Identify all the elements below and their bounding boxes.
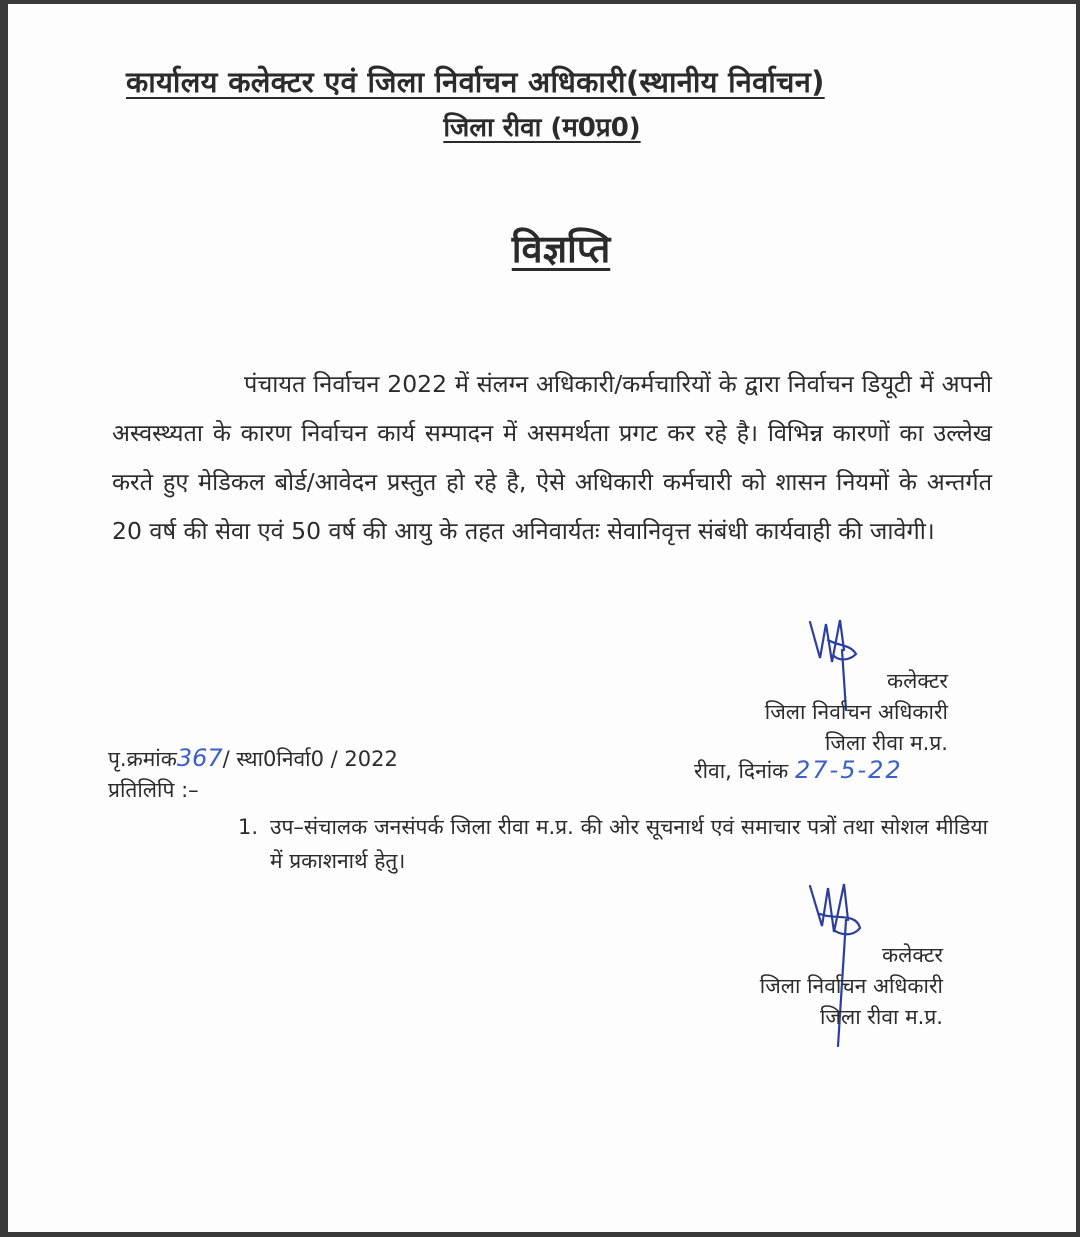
signature-block-1 bbox=[648, 666, 948, 759]
signature-block-2 bbox=[638, 940, 943, 1033]
district-heading: जिला रीवा (म0प्र0) bbox=[443, 113, 641, 143]
reference-number bbox=[108, 744, 398, 773]
notice-title: विज्ञप्ति bbox=[511, 227, 611, 271]
handwritten-date: 27-5-22 bbox=[795, 756, 903, 784]
signatory-role: जिला निर्वाचन अधिकारी bbox=[764, 700, 948, 724]
date-label: रीवा, दिनांक bbox=[694, 759, 789, 783]
document-page bbox=[8, 4, 1076, 1232]
copy-list-item bbox=[238, 810, 988, 878]
copy-item-number: 1. bbox=[238, 815, 259, 839]
signatory-district: जिला रीवा म.प्र. bbox=[819, 1005, 943, 1029]
reference-suffix: / स्था0निर्वा0 / 2022 bbox=[222, 747, 398, 771]
date-line bbox=[694, 756, 903, 785]
signatory-designation: कलेक्टर bbox=[887, 669, 948, 693]
copy-label: प्रतिलिपि :– bbox=[108, 778, 199, 802]
signatory-designation: कलेक्टर bbox=[882, 943, 943, 967]
notice-body: पंचायत निर्वाचन 2022 में संलग्न अधिकारी/कर्मचारियों के द्वारा निर्वाचन डियूटी में अपनी अस्वस्थ्यता के कारण निर्वाचन कार्य सम्पादन में असमर्थता प्रगट कर रहे है। विभिन्न कारणों का उल्लेख करते हुए मेडिकल बोर्ड/आवेदन प्रस्तुत हो रहे है, ऐसे अधिकारी कर्मचारी को शासन नियमों के अन्तर्गत 20 वर्ष की सेवा एवं 50 वर्ष की आयु के तहत अनिवार्यतः सेवानिवृत्त संबंधी कार्यवाही की जावेगी। bbox=[112, 370, 992, 545]
office-heading: कार्यालय कलेक्टर एवं जिला निर्वाचन अधिकारी(स्थानीय निर्वाचन) bbox=[126, 65, 825, 99]
signatory-district: जिला रीवा म.प्र. bbox=[824, 731, 948, 755]
reference-prefix: पृ.क्रमांक bbox=[108, 747, 177, 771]
reference-handwritten-number: 367 bbox=[176, 744, 223, 772]
signatory-role: जिला निर्वाचन अधिकारी bbox=[759, 974, 943, 998]
copy-item-text: उप–संचालक जनसंपर्क जिला रीवा म.प्र. की ओर सूचनार्थ एवं समाचार पत्रों तथा सोशल मीडिया में प्रकाशनार्थ हेतु। bbox=[270, 815, 988, 873]
